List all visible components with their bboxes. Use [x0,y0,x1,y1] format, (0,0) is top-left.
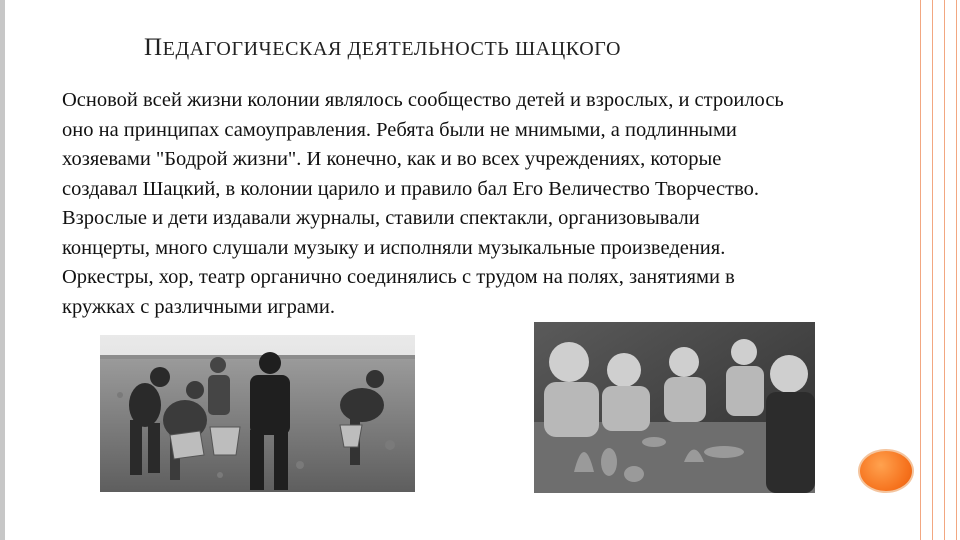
frame-line [956,0,957,540]
left-edge-bar [0,0,5,540]
frame-line [944,0,945,540]
title-rest: ЕДАГОГИЧЕСКАЯ ДЕЯТЕЛЬНОСТЬ ШАЦКОГО [162,38,621,60]
frame-line [932,0,933,540]
body-paragraph: Основой всей жизни колонии являлось сообщество детей и взрослых, и строилось оно на принципах самоуправления. Ребята были не мнимыми, а подлинными хозяевами "Бодрой жизни". И конечно, как и во всех учреждениях, которые создавал Шацкий, в колонии царило и правило бал Его Величество Творчество. Взрослые и дети издавали журналы, ставили спектакли, организовывали концерты, много слушали музыку и исполняли музыкальные произведения. Оркестры, хор, театр органично соединялись с трудом на полях, занятиями в кружках с различными играми. [62,89,784,318]
decorative-orange-circle [858,449,914,493]
photo-children-field-work [100,335,415,492]
photo-children-clay-modeling [534,322,815,493]
slide-title [144,34,864,62]
title-first-letter: П [144,34,163,61]
